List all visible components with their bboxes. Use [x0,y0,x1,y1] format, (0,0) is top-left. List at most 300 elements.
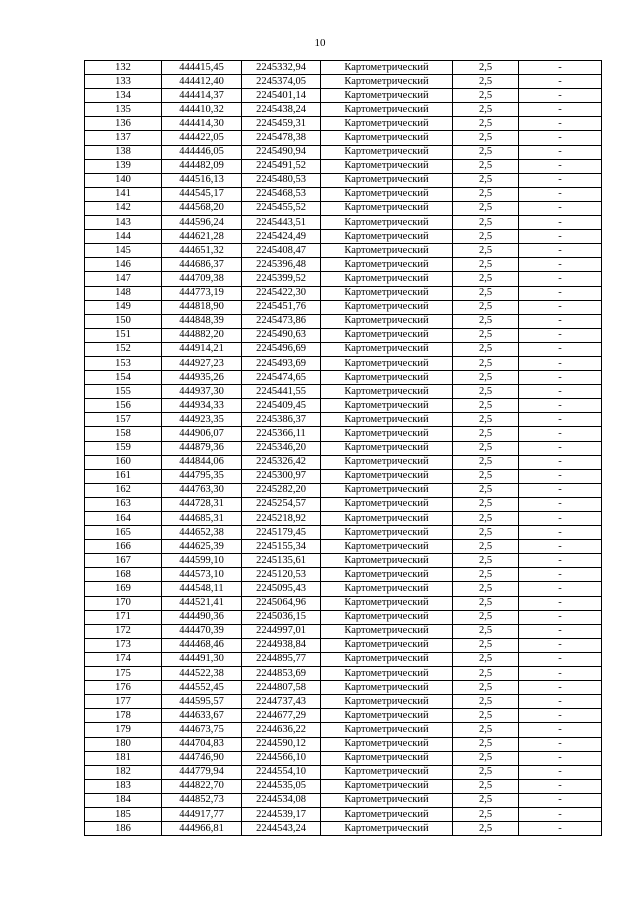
point-number-cell: 148 [85,286,162,300]
point-number-cell: 177 [85,695,162,709]
y-coordinate-cell: 2245408,47 [242,244,321,258]
x-coordinate-cell: 444516,13 [162,173,242,187]
point-number-cell: 170 [85,596,162,610]
description-cell: - [519,272,602,286]
precision-cell: 2,5 [453,681,519,695]
table-row [85,497,602,511]
table-row [85,89,602,103]
table-row [85,258,602,272]
point-number-cell: 136 [85,117,162,131]
x-coordinate-cell: 444446,05 [162,145,242,159]
x-coordinate-cell: 444685,31 [162,512,242,526]
table-row [85,526,602,540]
method-cell: Картометрический [321,159,453,173]
x-coordinate-cell: 444746,90 [162,751,242,765]
method-cell: Картометрический [321,779,453,793]
x-coordinate-cell: 444935,26 [162,371,242,385]
x-coordinate-cell: 444914,21 [162,342,242,356]
y-coordinate-cell: 2245064,96 [242,596,321,610]
method-cell: Картометрический [321,526,453,540]
method-cell: Картометрический [321,793,453,807]
table-row [85,385,602,399]
precision-cell: 2,5 [453,131,519,145]
x-coordinate-cell: 444852,73 [162,793,242,807]
precision-cell: 2,5 [453,216,519,230]
description-cell: - [519,751,602,765]
method-cell: Картометрический [321,596,453,610]
table-row [85,779,602,793]
precision-cell: 2,5 [453,638,519,652]
x-coordinate-cell: 444763,30 [162,483,242,497]
precision-cell: 2,5 [453,751,519,765]
y-coordinate-cell: 2245490,63 [242,328,321,342]
table-row [85,695,602,709]
x-coordinate-cell: 444673,75 [162,723,242,737]
description-cell: - [519,216,602,230]
method-cell: Картометрический [321,638,453,652]
table-row [85,681,602,695]
precision-cell: 2,5 [453,737,519,751]
x-coordinate-cell: 444923,35 [162,413,242,427]
point-number-cell: 160 [85,455,162,469]
precision-cell: 2,5 [453,610,519,624]
y-coordinate-cell: 2245441,55 [242,385,321,399]
description-cell: - [519,399,602,413]
method-cell: Картометрический [321,371,453,385]
point-number-cell: 145 [85,244,162,258]
table-row [85,328,602,342]
description-cell: - [519,638,602,652]
x-coordinate-cell: 444415,45 [162,61,242,75]
y-coordinate-cell: 2245396,48 [242,258,321,272]
precision-cell: 2,5 [453,230,519,244]
y-coordinate-cell: 2245300,97 [242,469,321,483]
table-row [85,117,602,131]
precision-cell: 2,5 [453,75,519,89]
y-coordinate-cell: 2244543,24 [242,822,321,836]
method-cell: Картометрический [321,230,453,244]
page-number: 10 [314,37,326,49]
description-cell: - [519,652,602,666]
point-number-cell: 133 [85,75,162,89]
description-cell: - [519,483,602,497]
table-row [85,342,602,356]
description-cell: - [519,131,602,145]
x-coordinate-cell: 444686,37 [162,258,242,272]
x-coordinate-cell: 444468,46 [162,638,242,652]
description-cell: - [519,554,602,568]
table-row [85,314,602,328]
method-cell: Картометрический [321,624,453,638]
precision-cell: 2,5 [453,667,519,681]
y-coordinate-cell: 2245374,05 [242,75,321,89]
method-cell: Картометрический [321,244,453,258]
precision-cell: 2,5 [453,596,519,610]
precision-cell: 2,5 [453,427,519,441]
x-coordinate-cell: 444595,57 [162,695,242,709]
method-cell: Картометрический [321,568,453,582]
description-cell: - [519,737,602,751]
x-coordinate-cell: 444422,05 [162,131,242,145]
y-coordinate-cell: 2245399,52 [242,272,321,286]
x-coordinate-cell: 444917,77 [162,807,242,821]
x-coordinate-cell: 444844,06 [162,455,242,469]
table-row [85,145,602,159]
precision-cell: 2,5 [453,540,519,554]
y-coordinate-cell: 2244807,58 [242,681,321,695]
x-coordinate-cell: 444966,81 [162,822,242,836]
y-coordinate-cell: 2245422,30 [242,286,321,300]
table-row [85,737,602,751]
description-cell: - [519,793,602,807]
table-row [85,624,602,638]
y-coordinate-cell: 2244997,01 [242,624,321,638]
description-cell: - [519,89,602,103]
description-cell: - [519,526,602,540]
y-coordinate-cell: 2245401,14 [242,89,321,103]
x-coordinate-cell: 444927,23 [162,356,242,370]
table-row [85,610,602,624]
y-coordinate-cell: 2245468,53 [242,187,321,201]
x-coordinate-cell: 444704,83 [162,737,242,751]
point-number-cell: 176 [85,681,162,695]
point-number-cell: 135 [85,103,162,117]
description-cell: - [519,822,602,836]
y-coordinate-cell: 2245155,34 [242,540,321,554]
description-cell: - [519,596,602,610]
description-cell: - [519,244,602,258]
x-coordinate-cell: 444410,32 [162,103,242,117]
description-cell: - [519,286,602,300]
method-cell: Картометрический [321,455,453,469]
table-row [85,822,602,836]
table-row [85,793,602,807]
description-cell: - [519,667,602,681]
description-cell: - [519,117,602,131]
point-number-cell: 150 [85,314,162,328]
description-cell: - [519,145,602,159]
y-coordinate-cell: 2245346,20 [242,441,321,455]
precision-cell: 2,5 [453,652,519,666]
method-cell: Картометрический [321,652,453,666]
precision-cell: 2,5 [453,455,519,469]
description-cell: - [519,441,602,455]
method-cell: Картометрический [321,807,453,821]
y-coordinate-cell: 2245218,92 [242,512,321,526]
point-number-cell: 158 [85,427,162,441]
method-cell: Картометрический [321,497,453,511]
point-number-cell: 183 [85,779,162,793]
y-coordinate-cell: 2245386,37 [242,413,321,427]
precision-cell: 2,5 [453,145,519,159]
x-coordinate-cell: 444882,20 [162,328,242,342]
y-coordinate-cell: 2245438,24 [242,103,321,117]
description-cell: - [519,582,602,596]
y-coordinate-cell: 2245135,61 [242,554,321,568]
point-number-cell: 173 [85,638,162,652]
point-number-cell: 146 [85,258,162,272]
precision-cell: 2,5 [453,723,519,737]
point-number-cell: 163 [85,497,162,511]
y-coordinate-cell: 2245120,53 [242,568,321,582]
x-coordinate-cell: 444490,36 [162,610,242,624]
coordinates-table-body [85,61,602,836]
x-coordinate-cell: 444599,10 [162,554,242,568]
table-row [85,399,602,413]
y-coordinate-cell: 2245474,65 [242,371,321,385]
y-coordinate-cell: 2245282,20 [242,483,321,497]
method-cell: Картометрический [321,131,453,145]
table-row [85,201,602,215]
method-cell: Картометрический [321,173,453,187]
table-row [85,638,602,652]
x-coordinate-cell: 444412,40 [162,75,242,89]
description-cell: - [519,356,602,370]
description-cell: - [519,159,602,173]
table-row [85,483,602,497]
method-cell: Картометрический [321,61,453,75]
table-row [85,75,602,89]
point-number-cell: 137 [85,131,162,145]
method-cell: Картометрический [321,117,453,131]
point-number-cell: 141 [85,187,162,201]
y-coordinate-cell: 2245451,76 [242,300,321,314]
point-number-cell: 153 [85,356,162,370]
point-number-cell: 175 [85,667,162,681]
y-coordinate-cell: 2245493,69 [242,356,321,370]
precision-cell: 2,5 [453,187,519,201]
point-number-cell: 151 [85,328,162,342]
method-cell: Картометрический [321,272,453,286]
point-number-cell: 142 [85,201,162,215]
table-row [85,807,602,821]
precision-cell: 2,5 [453,554,519,568]
description-cell: - [519,540,602,554]
precision-cell: 2,5 [453,300,519,314]
description-cell: - [519,201,602,215]
method-cell: Картометрический [321,342,453,356]
precision-cell: 2,5 [453,173,519,187]
description-cell: - [519,512,602,526]
method-cell: Картометрический [321,145,453,159]
precision-cell: 2,5 [453,822,519,836]
precision-cell: 2,5 [453,328,519,342]
method-cell: Картометрический [321,286,453,300]
x-coordinate-cell: 444552,45 [162,681,242,695]
table-row [85,131,602,145]
table-row [85,371,602,385]
table-row [85,413,602,427]
table-row [85,244,602,258]
description-cell: - [519,709,602,723]
precision-cell: 2,5 [453,201,519,215]
point-number-cell: 165 [85,526,162,540]
point-number-cell: 168 [85,568,162,582]
x-coordinate-cell: 444414,30 [162,117,242,131]
precision-cell: 2,5 [453,568,519,582]
y-coordinate-cell: 2244895,77 [242,652,321,666]
precision-cell: 2,5 [453,286,519,300]
point-number-cell: 134 [85,89,162,103]
precision-cell: 2,5 [453,117,519,131]
table-row [85,300,602,314]
table-row [85,723,602,737]
point-number-cell: 178 [85,709,162,723]
table-row [85,596,602,610]
point-number-cell: 157 [85,413,162,427]
method-cell: Картометрический [321,103,453,117]
table-row [85,173,602,187]
method-cell: Картометрический [321,89,453,103]
method-cell: Картометрический [321,469,453,483]
y-coordinate-cell: 2244853,69 [242,667,321,681]
description-cell: - [519,469,602,483]
x-coordinate-cell: 444621,28 [162,230,242,244]
table-row [85,554,602,568]
method-cell: Картометрический [321,201,453,215]
description-cell: - [519,342,602,356]
point-number-cell: 159 [85,441,162,455]
method-cell: Картометрический [321,216,453,230]
x-coordinate-cell: 444651,32 [162,244,242,258]
precision-cell: 2,5 [453,272,519,286]
method-cell: Картометрический [321,751,453,765]
precision-cell: 2,5 [453,779,519,793]
x-coordinate-cell: 444879,36 [162,441,242,455]
y-coordinate-cell: 2245254,57 [242,497,321,511]
method-cell: Картометрический [321,483,453,497]
table-row [85,356,602,370]
point-number-cell: 154 [85,371,162,385]
description-cell: - [519,681,602,695]
method-cell: Картометрический [321,413,453,427]
point-number-cell: 152 [85,342,162,356]
y-coordinate-cell: 2245443,51 [242,216,321,230]
method-cell: Картометрический [321,582,453,596]
description-cell: - [519,300,602,314]
description-cell: - [519,765,602,779]
precision-cell: 2,5 [453,695,519,709]
precision-cell: 2,5 [453,512,519,526]
table-row [85,272,602,286]
precision-cell: 2,5 [453,413,519,427]
point-number-cell: 182 [85,765,162,779]
x-coordinate-cell: 444545,17 [162,187,242,201]
x-coordinate-cell: 444779,94 [162,765,242,779]
table-row [85,441,602,455]
description-cell: - [519,230,602,244]
precision-cell: 2,5 [453,441,519,455]
description-cell: - [519,173,602,187]
y-coordinate-cell: 2244534,08 [242,793,321,807]
point-number-cell: 155 [85,385,162,399]
point-number-cell: 184 [85,793,162,807]
method-cell: Картометрический [321,512,453,526]
method-cell: Картометрический [321,695,453,709]
table-row [85,765,602,779]
method-cell: Картометрический [321,75,453,89]
table-row [85,652,602,666]
point-number-cell: 181 [85,751,162,765]
table-row [85,159,602,173]
description-cell: - [519,723,602,737]
description-cell: - [519,75,602,89]
coordinates-table [84,60,602,836]
x-coordinate-cell: 444906,07 [162,427,242,441]
point-number-cell: 179 [85,723,162,737]
point-number-cell: 180 [85,737,162,751]
y-coordinate-cell: 2245455,52 [242,201,321,215]
point-number-cell: 167 [85,554,162,568]
table-row [85,61,602,75]
precision-cell: 2,5 [453,582,519,596]
description-cell: - [519,455,602,469]
description-cell: - [519,497,602,511]
method-cell: Картометрический [321,441,453,455]
description-cell: - [519,413,602,427]
method-cell: Картометрический [321,399,453,413]
y-coordinate-cell: 2244938,84 [242,638,321,652]
table-row [85,230,602,244]
precision-cell: 2,5 [453,61,519,75]
y-coordinate-cell: 2245366,11 [242,427,321,441]
y-coordinate-cell: 2245490,94 [242,145,321,159]
y-coordinate-cell: 2245496,69 [242,342,321,356]
precision-cell: 2,5 [453,497,519,511]
table-row [85,427,602,441]
method-cell: Картометрический [321,554,453,568]
x-coordinate-cell: 444728,31 [162,497,242,511]
method-cell: Картометрический [321,667,453,681]
point-number-cell: 138 [85,145,162,159]
y-coordinate-cell: 2244636,22 [242,723,321,737]
table-row [85,709,602,723]
table-row [85,187,602,201]
description-cell: - [519,314,602,328]
precision-cell: 2,5 [453,314,519,328]
y-coordinate-cell: 2245332,94 [242,61,321,75]
precision-cell: 2,5 [453,399,519,413]
y-coordinate-cell: 2245409,45 [242,399,321,413]
method-cell: Картометрический [321,187,453,201]
method-cell: Картометрический [321,427,453,441]
x-coordinate-cell: 444414,37 [162,89,242,103]
y-coordinate-cell: 2245478,38 [242,131,321,145]
precision-cell: 2,5 [453,483,519,497]
description-cell: - [519,610,602,624]
point-number-cell: 144 [85,230,162,244]
table-row [85,540,602,554]
x-coordinate-cell: 444568,20 [162,201,242,215]
point-number-cell: 186 [85,822,162,836]
table-row [85,286,602,300]
table-row [85,667,602,681]
method-cell: Картометрический [321,709,453,723]
description-cell: - [519,187,602,201]
method-cell: Картометрический [321,610,453,624]
precision-cell: 2,5 [453,103,519,117]
x-coordinate-cell: 444709,38 [162,272,242,286]
description-cell: - [519,61,602,75]
x-coordinate-cell: 444548,11 [162,582,242,596]
precision-cell: 2,5 [453,765,519,779]
y-coordinate-cell: 2245473,86 [242,314,321,328]
precision-cell: 2,5 [453,258,519,272]
point-number-cell: 169 [85,582,162,596]
precision-cell: 2,5 [453,793,519,807]
table-row [85,455,602,469]
precision-cell: 2,5 [453,356,519,370]
